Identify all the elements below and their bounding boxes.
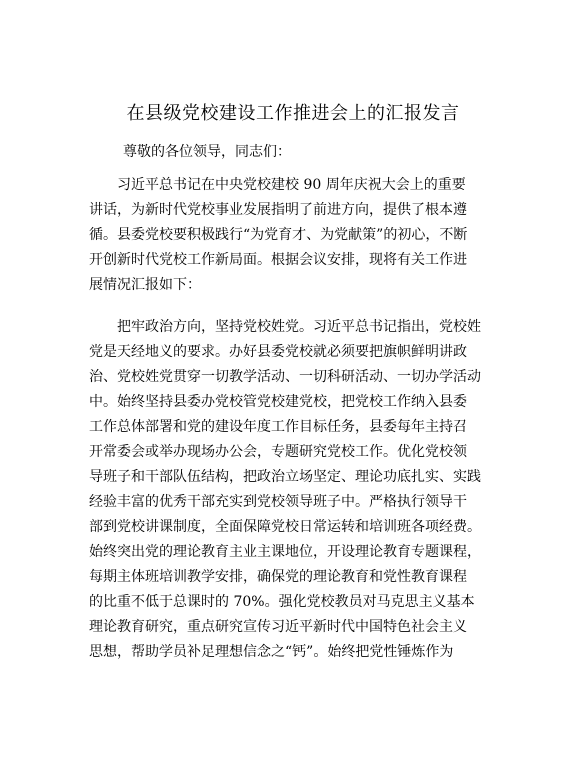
paragraph-2-line: 始终突出党的理论教育主业主课地位，开设理论教育专题课程， xyxy=(89,544,481,560)
paragraph-2-line: 的比重不低于总课时的 70%。强化党校教员对马克思主义基本 xyxy=(89,594,475,610)
paragraph-1-line: 展情况汇报如下： xyxy=(89,277,201,293)
paragraph-2-line: 开常委会或举办现场办公会，专题研究党校工作。优化党校领 xyxy=(89,444,467,460)
paragraph-2-line: 导班子和干部队伍结构，把政治立场坚定、理论功底扎实、实践 xyxy=(89,469,481,485)
paragraph-1-line: 开创新时代党校工作新局面。根据会议安排，现将有关工作进 xyxy=(89,252,467,268)
paragraph-2-line: 治、党校姓党贯穿一切教学活动、一切科研活动、一切办学活动 xyxy=(89,369,481,385)
document-title: 在县级党校建设工作推进会上的汇报发言 xyxy=(126,103,460,124)
paragraph-1-line: 循。县委党校要积极践行“为党育才、为党献策”的初心，不断 xyxy=(89,227,468,243)
paragraph-2-line: 理论教育研究，重点研究宣传习近平新时代中国特色社会主义 xyxy=(89,619,467,635)
paragraph-2-line: 每期主体班培训教学安排，确保党的理论教育和党性教育课程 xyxy=(89,569,467,585)
paragraph-2-line: 工作总体部署和党的建设年度工作目标任务，县委每年主持召 xyxy=(89,419,467,435)
paragraph-2-line: 党是天经地义的要求。办好县委党校就必须要把旗帜鲜明讲政 xyxy=(89,344,467,360)
paragraph-2-line: 中。始终坚持县委办党校管党校建党校，把党校工作纳入县委 xyxy=(89,394,467,410)
paragraph-2-line: 部到党校讲课制度，全面保障党校日常运转和培训班各项经费。 xyxy=(89,519,481,535)
paragraph-1-line: 讲话，为新时代党校事业发展指明了前进方向，提供了根本遵 xyxy=(89,202,467,218)
greeting: 尊敬的各位领导，同志们： xyxy=(123,144,291,160)
paragraph-2-line: 经验丰富的优秀干部充实到党校领导班子中。严格执行领导干 xyxy=(89,494,467,510)
paragraph-2-line: 把牢政治方向，坚持党校姓党。习近平总书记指出，党校姓 xyxy=(117,319,481,335)
paragraph-2-line: 思想，帮助学员补足理想信念之“钙”。始终把党性锤炼作为 xyxy=(89,644,454,660)
paragraph-1-line: 习近平总书记在中央党校建校 90 周年庆祝大会上的重要 xyxy=(117,177,466,193)
